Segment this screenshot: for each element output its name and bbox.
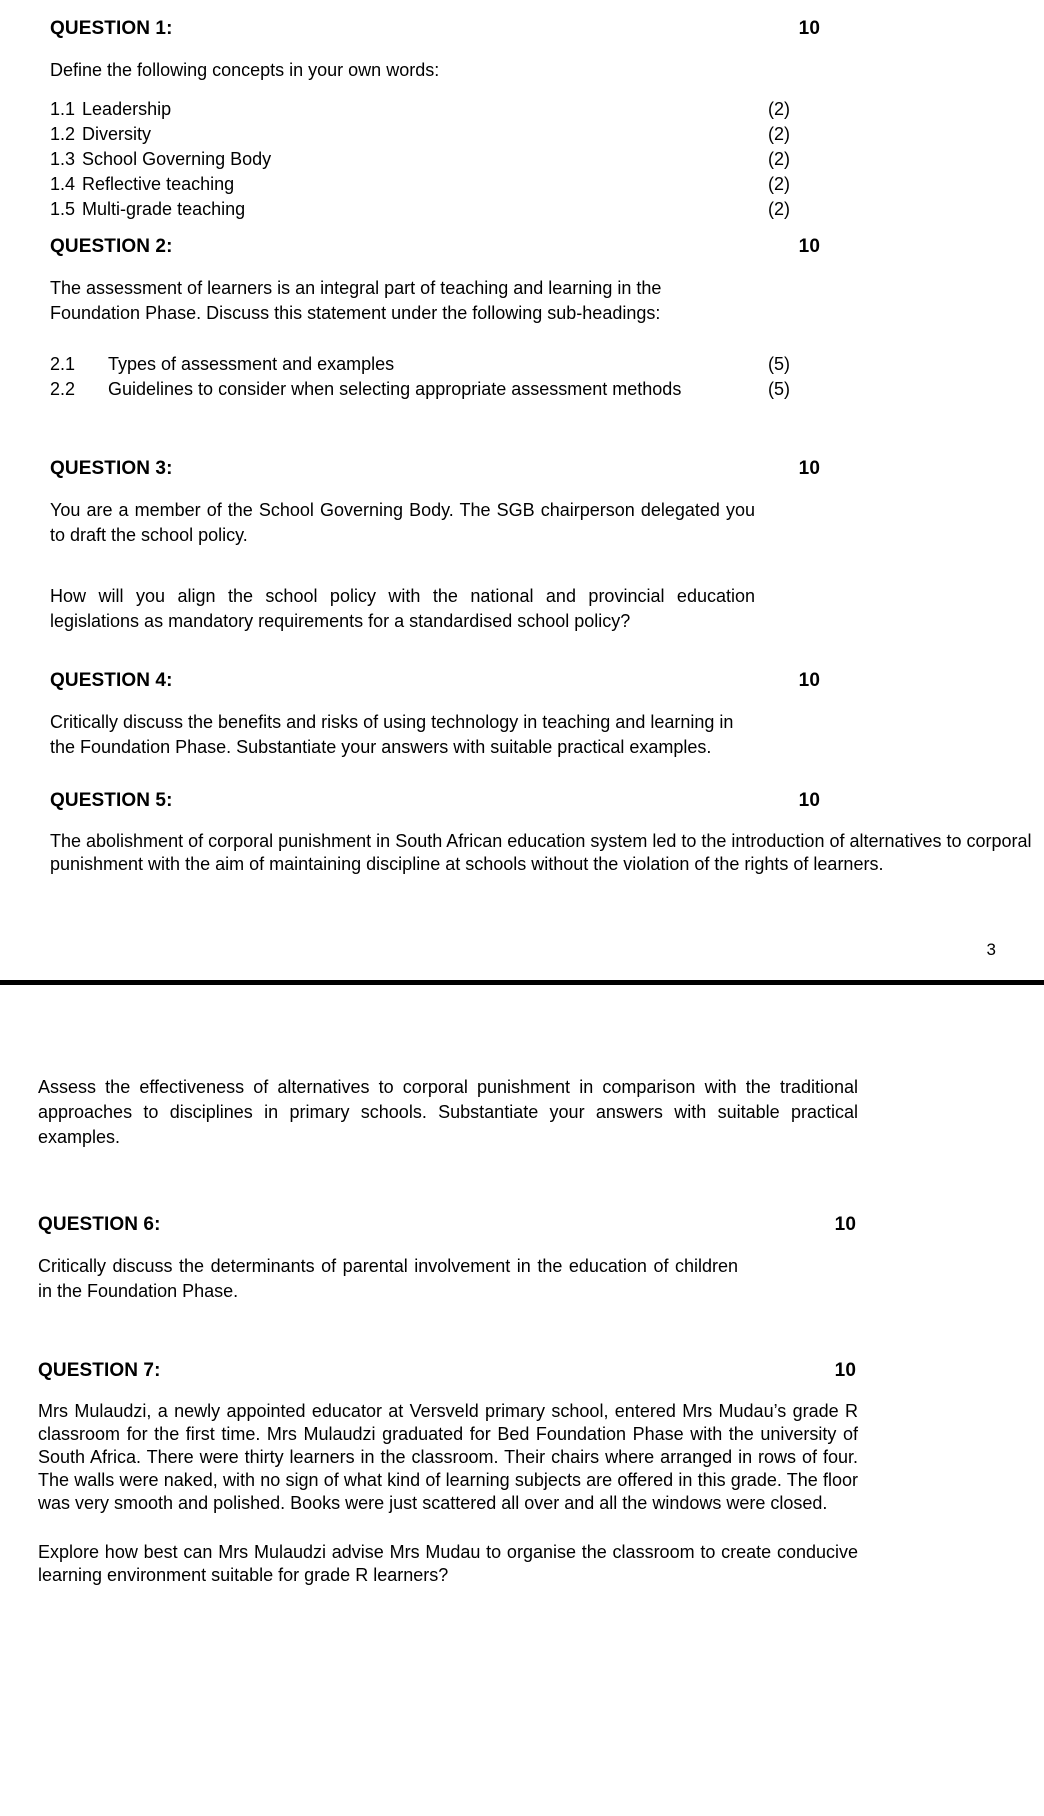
list-item-number: 1.4	[50, 174, 76, 194]
question-3-marks: 10	[798, 458, 820, 479]
question-4-heading	[50, 670, 820, 692]
question-2-heading	[50, 236, 820, 258]
list-item-number: 1.1	[50, 99, 76, 119]
list-item-number: 1.2	[50, 124, 76, 144]
question-1-label: QUESTION 1:	[50, 18, 173, 39]
question-6-label: QUESTION 6:	[38, 1214, 161, 1235]
question-6-heading	[38, 1214, 856, 1236]
list-item-number: 2.1	[50, 354, 76, 374]
question-5-marks: 10	[798, 790, 820, 811]
question-5-continuation-paragraph: Assess the effectiveness of alternatives to corporal punishment in comparison with the traditional approaches to disciplines in primary schools. Substantiate your answers with suitable practical examples.	[38, 1077, 858, 1147]
question-3-label: QUESTION 3:	[50, 458, 173, 479]
page-number: 3	[986, 940, 996, 959]
question-5-heading	[50, 790, 820, 812]
question-7-heading	[38, 1360, 856, 1382]
list-item-text: Leadership	[82, 99, 172, 119]
list-item-text: Multi-grade teaching	[82, 199, 246, 219]
question-2-label: QUESTION 2:	[50, 236, 173, 257]
list-item-mark: (2)	[768, 199, 790, 219]
question-7-marks: 10	[834, 1360, 856, 1381]
question-1-item-list	[50, 97, 790, 222]
list-item-mark: (2)	[768, 99, 790, 119]
question-3-heading	[50, 458, 820, 480]
list-item-number: 1.3	[50, 149, 76, 169]
list-item-number: 2.2	[50, 379, 76, 399]
question-4-marks: 10	[798, 670, 820, 691]
question-2-item-list	[50, 352, 790, 402]
question-3-paragraph-2: How will you align the school policy with the national and provincial education legislations as mandatory requirements for a standardised school policy?	[50, 586, 755, 631]
list-item-text: Reflective teaching	[82, 174, 235, 194]
question-1-marks: 10	[798, 18, 820, 39]
list-item-mark: (5)	[768, 379, 790, 399]
question-6-marks: 10	[834, 1214, 856, 1235]
exam-page-2	[0, 985, 1044, 1811]
list-item	[50, 122, 790, 147]
question-4-label: QUESTION 4:	[50, 670, 173, 691]
question-3-paragraph-1: You are a member of the School Governing Body. The SGB chairperson delegated you to draft the school policy.	[50, 500, 755, 545]
list-item	[50, 172, 790, 197]
list-item-number: 1.5	[50, 199, 76, 219]
list-item	[50, 197, 790, 222]
question-5-paragraph-1: The abolishment of corporal punishment in South African education system led to the introduction of alternatives to corporal punishment with the aim of maintaining discipline at schools without the violation of the rights of learners.	[50, 831, 1032, 874]
question-1-heading	[50, 18, 820, 40]
question-1-intro: Define the following concepts in your own words:	[50, 60, 440, 80]
list-item-mark: (5)	[768, 354, 790, 374]
question-5-label: QUESTION 5:	[50, 790, 173, 811]
list-item	[50, 352, 790, 377]
list-item	[50, 97, 790, 122]
list-item-text: School Governing Body	[82, 149, 272, 169]
question-4-paragraph-1: Critically discuss the benefits and risks of using technology in teaching and learning in the Foundation Phase. Substantiate your answers with suitable practical examples.	[50, 712, 734, 757]
list-item	[50, 377, 790, 402]
question-7-paragraph-1: Mrs Mulaudzi, a newly appointed educator at Versveld primary school, entered Mrs Mudau’s grade R classroom for the first time. Mrs Mulaudzi graduated for Bed Foundation Phase with the university of South Africa. There were thirty learners in the classroom. Their chairs where arranged in rows of four. The walls were naked, with no sign of what kind of learning subjects are offered in this grade. The floor was very smooth and polished. Books were just scattered all over and all the windows were closed.	[38, 1401, 858, 1513]
list-item-text: Guidelines to consider when selecting appropriate assessment methods	[108, 379, 682, 399]
list-item-mark: (2)	[768, 124, 790, 144]
question-2-marks: 10	[798, 236, 820, 257]
list-item-mark: (2)	[768, 174, 790, 194]
list-item-mark: (2)	[768, 149, 790, 169]
question-2-intro: The assessment of learners is an integral part of teaching and learning in the Foundation Phase. Discuss this statement under the following sub-headings:	[50, 278, 662, 323]
question-7-paragraph-2: Explore how best can Mrs Mulaudzi advise Mrs Mudau to organise the classroom to create conducive learning environment suitable for grade R learners?	[38, 1542, 858, 1585]
question-7-label: QUESTION 7:	[38, 1360, 161, 1381]
list-item-text: Diversity	[82, 124, 152, 144]
list-item-text: Types of assessment and examples	[108, 354, 395, 374]
list-item	[50, 147, 790, 172]
question-6-paragraph-1: Critically discuss the determinants of parental involvement in the education of children in the Foundation Phase.	[38, 1256, 738, 1301]
